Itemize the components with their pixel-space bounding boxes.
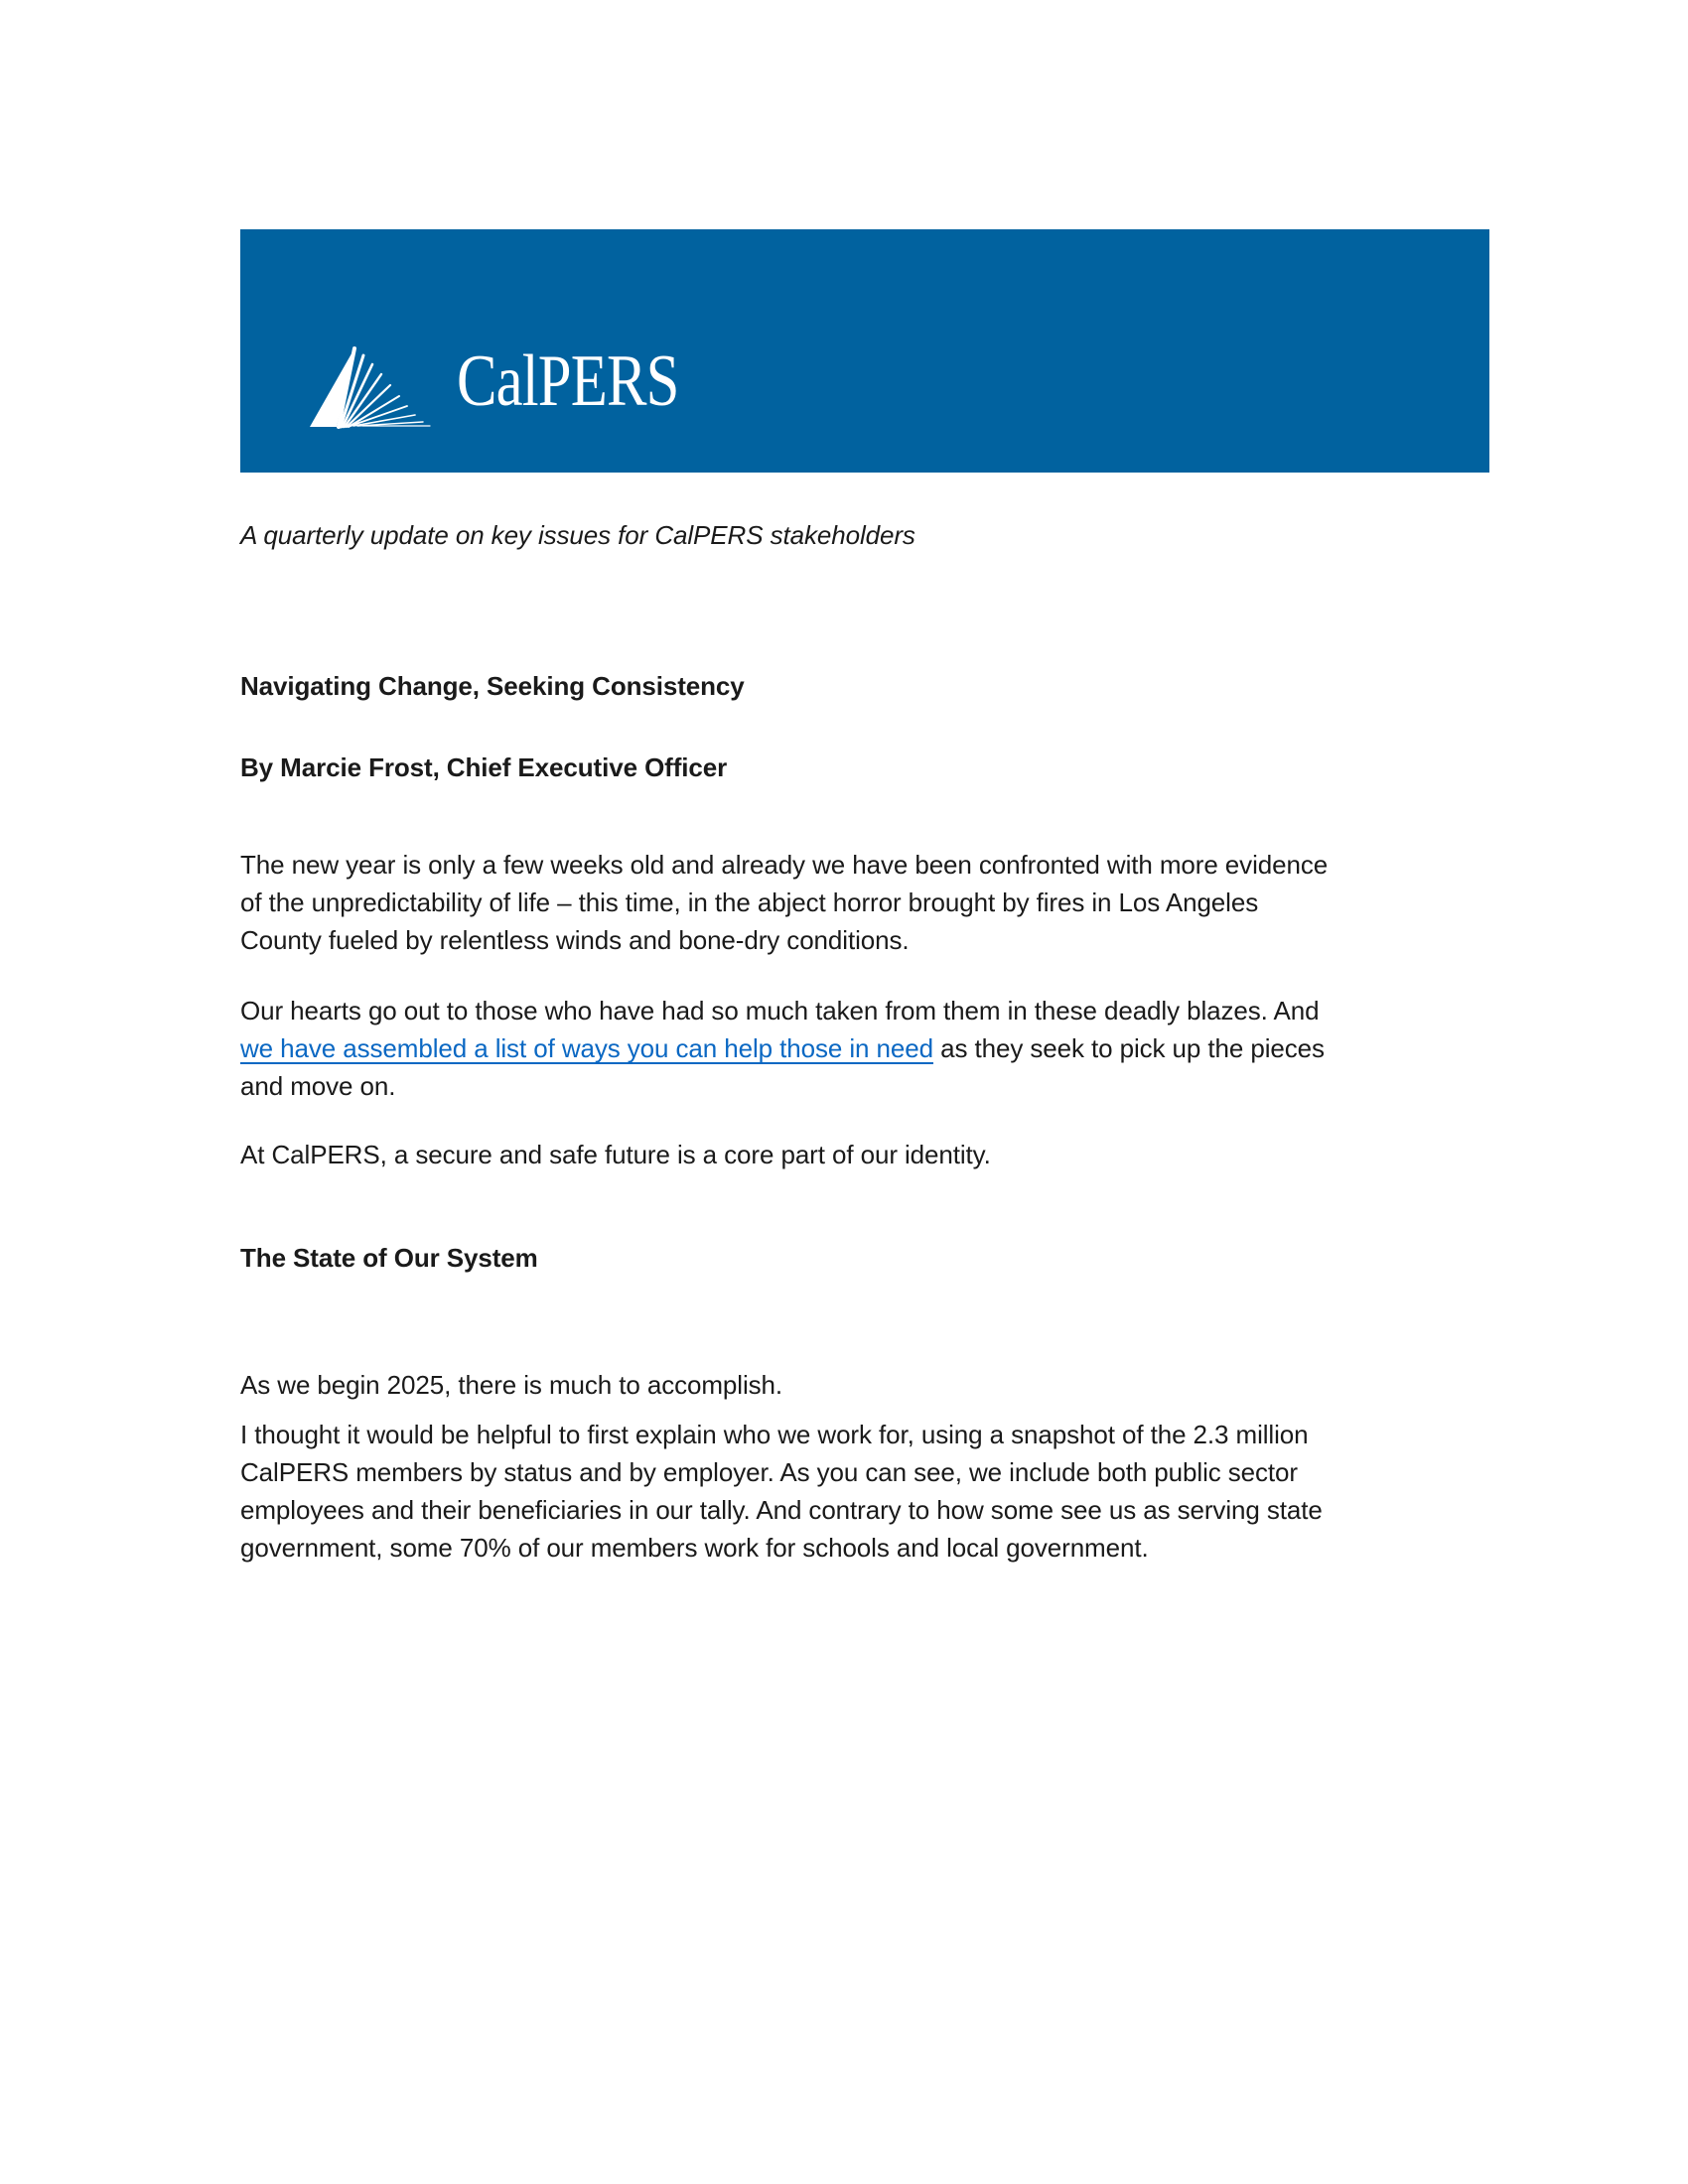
paragraph-5-line-4: government, some 70% of our members work for schools and local government. [240, 1533, 1149, 1563]
calpers-logo-wordmark: CalPERS [457, 341, 679, 422]
paragraph-2-line-2-after-link: as they seek to pick up the pieces [932, 1033, 1325, 1063]
paragraph-5-line-1: I thought it would be helpful to first explain who we work for, using a snapshot of the 2.3 million [240, 1420, 1309, 1449]
paragraph-5-line-3: employees and their beneficiaries in our tally. And contrary to how some see us as serving state [240, 1495, 1323, 1525]
paragraph-1-line-1: The new year is only a few weeks old and already we have been confronted with more evidence [240, 850, 1329, 880]
article-title: Navigating Change, Seeking Consistency [240, 671, 745, 701]
paragraph-1-line-3: County fueled by relentless winds and bone-dry conditions. [240, 925, 910, 955]
newsletter-tagline: A quarterly update on key issues for CalPERS stakeholders [240, 520, 915, 550]
paragraph-2-line-3: and move on. [240, 1071, 396, 1101]
paragraph-2 [240, 992, 1472, 1105]
paragraph-1-line-2: of the unpredictability of life – this time, in the abject horror brought by fires in Los Angeles [240, 887, 1259, 917]
masthead-banner [240, 229, 1489, 473]
paragraph-2-line-1: Our hearts go out to those who have had so much taken from them in these deadly blazes. And [240, 996, 1320, 1025]
paragraph-5-line-2: CalPERS members by status and by employer. As you can see, we include both public sector [240, 1457, 1298, 1487]
paragraph-1 [240, 846, 1472, 959]
paragraph-4: As we begin 2025, there is much to accomplish. [240, 1370, 783, 1400]
section-heading: The State of Our System [240, 1243, 538, 1273]
calpers-logo [306, 341, 679, 429]
paragraph-5 [240, 1416, 1472, 1567]
article-byline: By Marcie Frost, Chief Executive Officer [240, 752, 728, 782]
paragraph-3: At CalPERS, a secure and safe future is a core part of our identity. [240, 1140, 991, 1169]
help-those-in-need-link[interactable]: we have assembled a list of ways you can help those in need [240, 1033, 933, 1063]
paragraph-2-line-2 [240, 1029, 1472, 1067]
pyramid-rays-icon [306, 345, 439, 429]
